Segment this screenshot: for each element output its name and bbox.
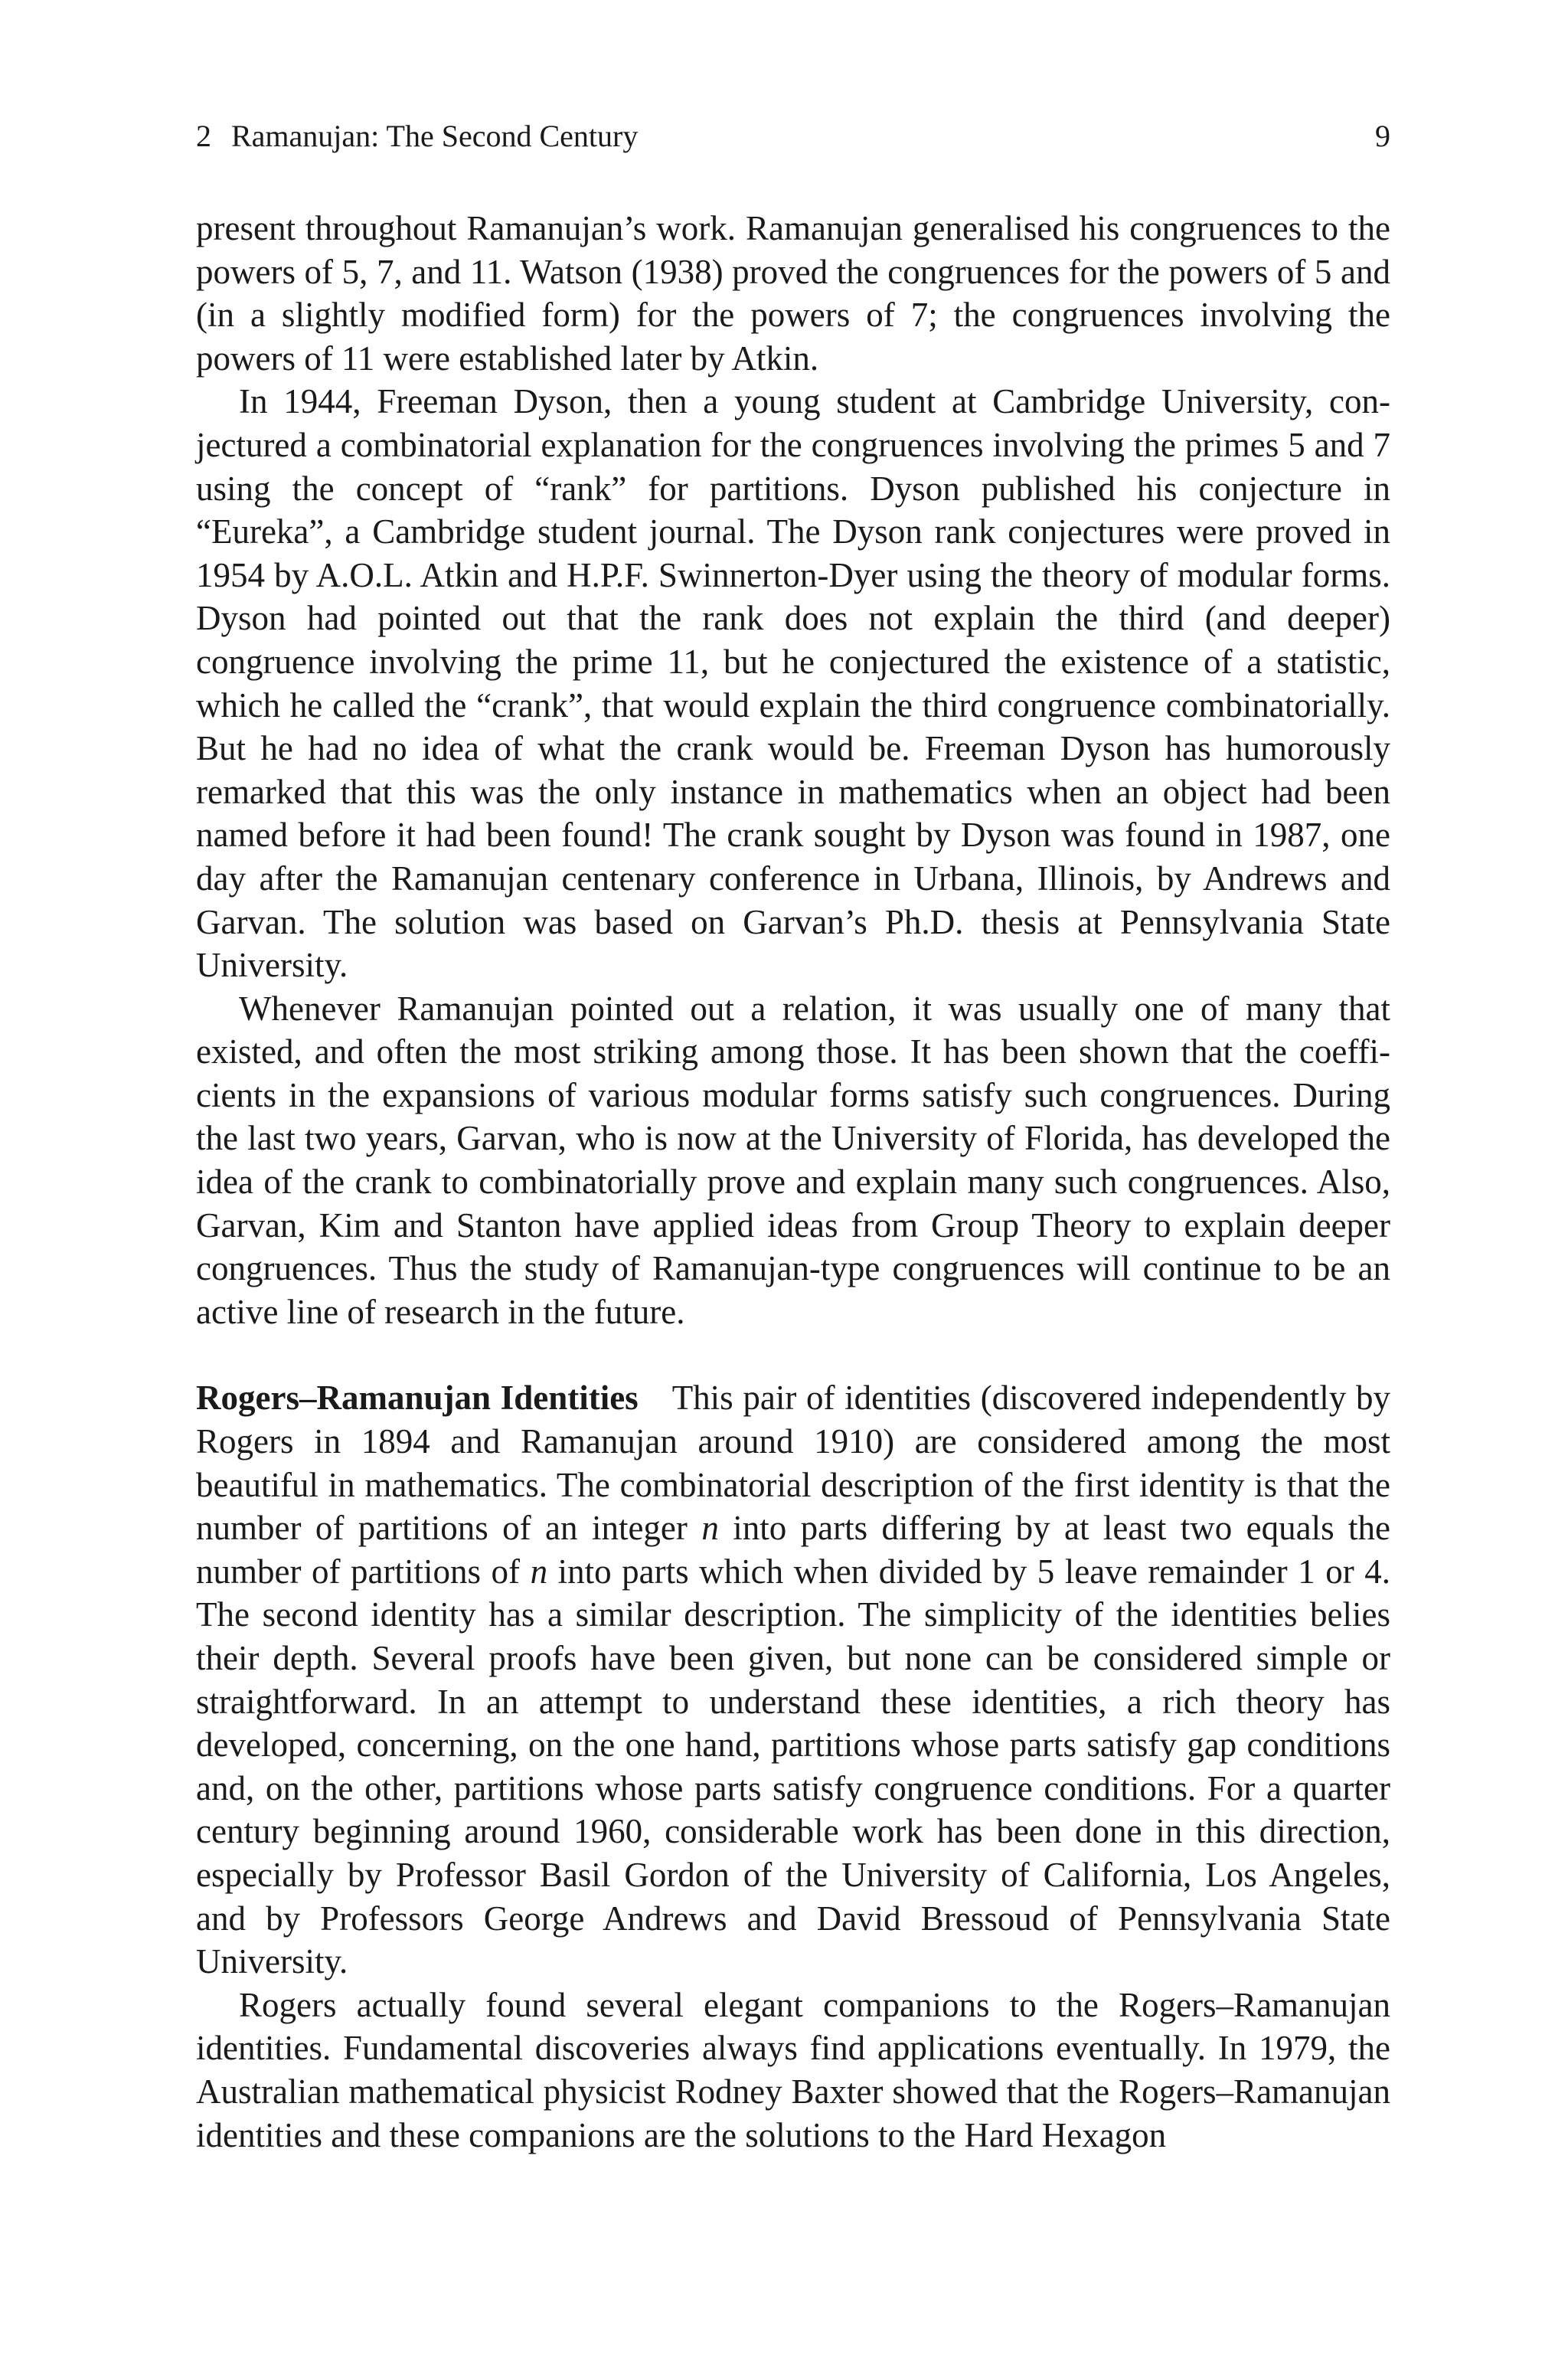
running-head: [196, 115, 1390, 158]
section-rogers-ramanujan: [196, 1376, 1390, 2157]
chapter-number: 2: [196, 119, 211, 153]
paragraph: Rogers actually found several elegant companions to the Rogers–Ramanujan identities. Fundamental discoveries always find applications eventually. In 1979, the Australian mathematical physicist Rodney Baxter showed that the Rogers–Ramanujan identities and these companions are the solutions to the Hard Hexagon: [196, 1985, 1390, 2154]
page-number: 9: [1375, 119, 1390, 153]
text-run: into parts which when divided by 5 leave remainder 1 or 4. The second identity has a similar description. The simplicity of the identities belies their depth. Several proofs have been given, but none can be considered simple or straightforward. In an attempt to understand these identities, a rich theory has developed, concerning, on the one hand, partitions whose parts satisfy gap conditions and, on the other, partitions whose parts satisfy congruence conditions. For a quarter century beginning around 1960, considerable work has been done in this direction, especially by Professor Basil Gordon of the University of California, Los Angeles, and by Professors George Andrews and David Bressoud of Pennsylvania State University.: [196, 1552, 1391, 1981]
section-heading: Rogers–Ramanujan Identities: [196, 1379, 639, 1418]
paragraph: In 1944, Freeman Dyson, then a young student at Cambridge University, conjectured a combinatorial explanation for the congruences involving the primes 5 and 7 using the concept of “rank” for partitions. Dyson published his conjecture in “Eureka”, a Cambridge student journal. The Dyson rank conjectures were proved in 1954 by A.O.L. Atkin and H.P.F. Swinnerton-Dyer using the theory of modular forms. Dyson had pointed out that the rank does not explain the third (and deeper) congruence involving the prime 11, but he conjectured the existence of a statistic, which he called the “crank”, that would explain the third congruence combinatorially. But he had no idea of what the crank would be. Freeman Dyson has humorously remarked that this was the only instance in mathematics when an object had been named before it had been found! The crank sought by Dyson was found in 1987, one day after the Ramanujan centenary conference in Urbana, Illinois, by Andrews and Garvan. The solution was based on Garvan’s Ph.D. thesis at Pennsylvania State University.: [196, 382, 1390, 985]
text-run: This pair of identities (discovered independently by Rogers in 1894 and Ramanujan around 1910) are considered among the most beautiful in mathematics. The combinatorial description of the first identity is that the number of partitions of an integer: [196, 1379, 1390, 1548]
paragraph: [196, 1376, 1390, 1983]
chapter-heading: [196, 115, 638, 158]
text-run: into parts differing by at least two equals the number of partitions of: [196, 1509, 1391, 1591]
paragraph: present throughout Ramanujan’s work. Ramanujan generalised his congruences to the powers of 5, 7, and 11. Watson (1938) proved the congruences for the powers of 5 and (in a slightly modified form) for the powers of 7; the congruences involving the powers of 11 were established later by Atkin.: [196, 209, 1390, 378]
body-text: [196, 207, 1390, 2157]
math-variable: n: [530, 1552, 548, 1591]
paragraph: Whenever Ramanujan pointed out a relation, it was usually one of many that existed, and often the most striking among those. It has been shown that the coefficients in the expansions of various modular forms satisfy such congruences. During the last two years, Garvan, who is now at the University of Florida, has developed the idea of the crank to combinatorially prove and explain many such congruences. Also, Garvan, Kim and Stanton have applied ideas from Group Theory to explain deeper congruences. Thus the study of Ramanujan-type congruences will continue to be an active line of research in the future.: [196, 989, 1390, 1331]
chapter-title: Ramanujan: The Second Century: [231, 119, 639, 153]
math-variable: n: [701, 1509, 719, 1548]
book-page: [196, 115, 1390, 2157]
